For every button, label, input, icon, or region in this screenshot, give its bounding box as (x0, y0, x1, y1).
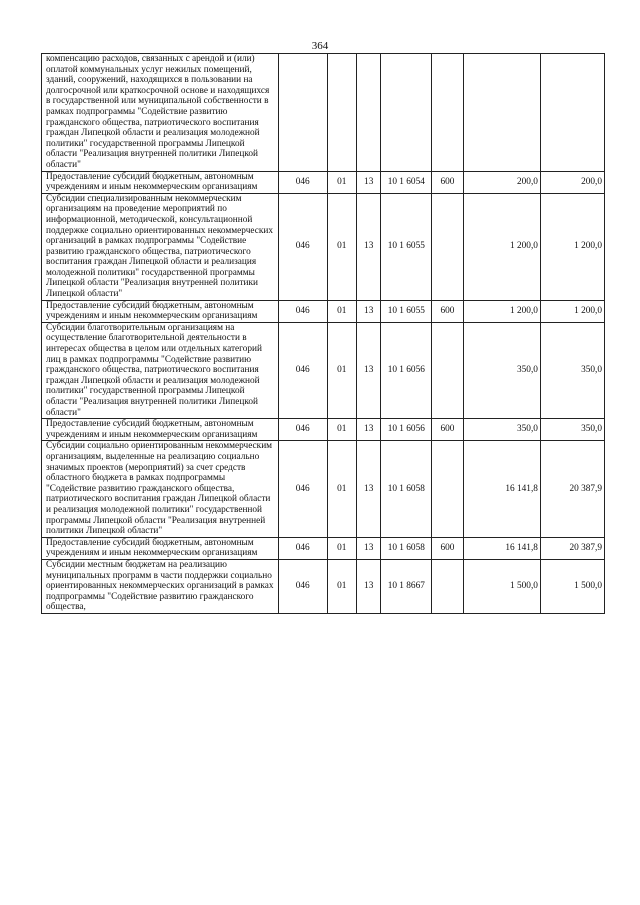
cell-description: Субсидии специализированным некоммерческим организациям на проведение мероприятий по информационной, методической, консультационной поддержке социально ориентированных некоммерческих организаций в рамках подпрограммы "Содействие развитию гражданского общества, патриотического воспитания граждан Липецкой области и реализация молодежной политики" государственной программы Липецкой области "Реализация внутренней политики Липецкой области" (42, 193, 279, 300)
cell-subsection (357, 54, 381, 172)
cell-sum-year-2: 20 387,9 (540, 441, 604, 537)
table-row (42, 193, 605, 300)
table-row (42, 537, 605, 559)
cell-target-article: 10 1 6054 (381, 171, 432, 193)
cell-expense-type: 600 (432, 300, 464, 322)
cell-description: Субсидии социально ориентированным некоммерческим организациям, выделенные на реализацию социально значимых проектов (мероприятий) за счет средств областного бюджета в рамках подпрограммы "Содействие развитию гражданского общества, патриотического воспитания граждан Липецкой области и реализация молодежной политики" государственной программы Липецкой области "Реализация внутренней политики Липецкой области" (42, 441, 279, 537)
cell-target-article: 10 1 6055 (381, 193, 432, 300)
cell-subsection: 13 (357, 300, 381, 322)
cell-ministry-code: 046 (278, 419, 327, 441)
cell-description: Предоставление субсидий бюджетным, автономным учреждениям и иным некоммерческим организациям (42, 171, 279, 193)
cell-subsection: 13 (357, 537, 381, 559)
cell-ministry-code: 046 (278, 441, 327, 537)
cell-ministry-code: 046 (278, 171, 327, 193)
cell-sum-year-2 (540, 54, 604, 172)
cell-subsection: 13 (357, 322, 381, 418)
cell-expense-type (432, 322, 464, 418)
cell-sum-year-2: 350,0 (540, 322, 604, 418)
cell-section: 01 (327, 171, 356, 193)
table-row (42, 322, 605, 418)
cell-section: 01 (327, 441, 356, 537)
cell-sum-year-1 (463, 54, 540, 172)
cell-ministry-code: 046 (278, 537, 327, 559)
cell-target-article: 10 1 6055 (381, 300, 432, 322)
cell-ministry-code: 046 (278, 300, 327, 322)
cell-expense-type: 600 (432, 171, 464, 193)
cell-sum-year-2: 1 500,0 (540, 559, 604, 613)
cell-ministry-code: 046 (278, 193, 327, 300)
cell-sum-year-1: 1 200,0 (463, 193, 540, 300)
table-row (42, 441, 605, 537)
cell-description: Предоставление субсидий бюджетным, автономным учреждениям и иным некоммерческим организациям (42, 537, 279, 559)
cell-ministry-code (278, 54, 327, 172)
cell-sum-year-2: 20 387,9 (540, 537, 604, 559)
cell-section: 01 (327, 419, 356, 441)
table-row (42, 419, 605, 441)
cell-sum-year-1: 350,0 (463, 322, 540, 418)
cell-target-article: 10 1 6056 (381, 322, 432, 418)
cell-ministry-code: 046 (278, 559, 327, 613)
cell-target-article: 10 1 6056 (381, 419, 432, 441)
cell-sum-year-2: 1 200,0 (540, 193, 604, 300)
cell-subsection: 13 (357, 171, 381, 193)
cell-sum-year-2: 1 200,0 (540, 300, 604, 322)
cell-sum-year-1: 200,0 (463, 171, 540, 193)
table-body (42, 54, 605, 614)
cell-description: Субсидии благотворительным организациям на осуществление благотворительной деятельности в интересах общества в целом или отдельных категорий лиц в рамках подпрограммы "Содействие развитию гражданского общества, патриотического воспитания граждан Липецкой области и реализация молодежной политики" государственной программы Липецкой области "Реализация внутренней политики Липецкой области" (42, 322, 279, 418)
cell-description: Предоставление субсидий бюджетным, автономным учреждениям и иным некоммерческим организациям (42, 300, 279, 322)
cell-section: 01 (327, 322, 356, 418)
cell-sum-year-1: 16 141,8 (463, 537, 540, 559)
cell-subsection: 13 (357, 419, 381, 441)
cell-description: компенсацию расходов, связанных с арендой и (или) оплатой коммунальных услуг нежилых помещений, зданий, сооружений, находящихся в пользовании на долгосрочной или краткосрочной основе и находящихся в государственной или муниципальной собственности в рамках подпрограммы "Содействие развитию гражданского общества, патриотического воспитания граждан Липецкой области и реализация молодежной политики" государственной программы Липецкой области "Реализация внутренней политики Липецкой области" (42, 54, 279, 172)
cell-sum-year-2: 200,0 (540, 171, 604, 193)
cell-ministry-code: 046 (278, 322, 327, 418)
cell-section: 01 (327, 559, 356, 613)
cell-expense-type (432, 193, 464, 300)
cell-target-article: 10 1 6058 (381, 441, 432, 537)
budget-table (41, 53, 605, 614)
table-row (42, 171, 605, 193)
cell-expense-type: 600 (432, 419, 464, 441)
cell-expense-type (432, 54, 464, 172)
cell-sum-year-2: 350,0 (540, 419, 604, 441)
cell-sum-year-1: 350,0 (463, 419, 540, 441)
cell-description: Субсидии местным бюджетам на реализацию муниципальных программ в части поддержки социально ориентированных некоммерческих организаций в рамках подпрограммы "Содействие развитию гражданского общества, (42, 559, 279, 613)
page-number: 364 (311, 40, 329, 52)
cell-sum-year-1: 1 500,0 (463, 559, 540, 613)
cell-sum-year-1: 16 141,8 (463, 441, 540, 537)
cell-target-article: 10 1 6058 (381, 537, 432, 559)
table-row (42, 559, 605, 613)
cell-sum-year-1: 1 200,0 (463, 300, 540, 322)
cell-expense-type: 600 (432, 537, 464, 559)
cell-target-article: 10 1 8667 (381, 559, 432, 613)
cell-expense-type (432, 441, 464, 537)
cell-subsection: 13 (357, 559, 381, 613)
cell-section (327, 54, 356, 172)
cell-subsection: 13 (357, 441, 381, 537)
cell-description: Предоставление субсидий бюджетным, автономным учреждениям и иным некоммерческим организациям (42, 419, 279, 441)
cell-subsection: 13 (357, 193, 381, 300)
cell-section: 01 (327, 300, 356, 322)
cell-target-article (381, 54, 432, 172)
cell-expense-type (432, 559, 464, 613)
cell-section: 01 (327, 193, 356, 300)
table-row (42, 300, 605, 322)
table-row (42, 54, 605, 172)
cell-section: 01 (327, 537, 356, 559)
